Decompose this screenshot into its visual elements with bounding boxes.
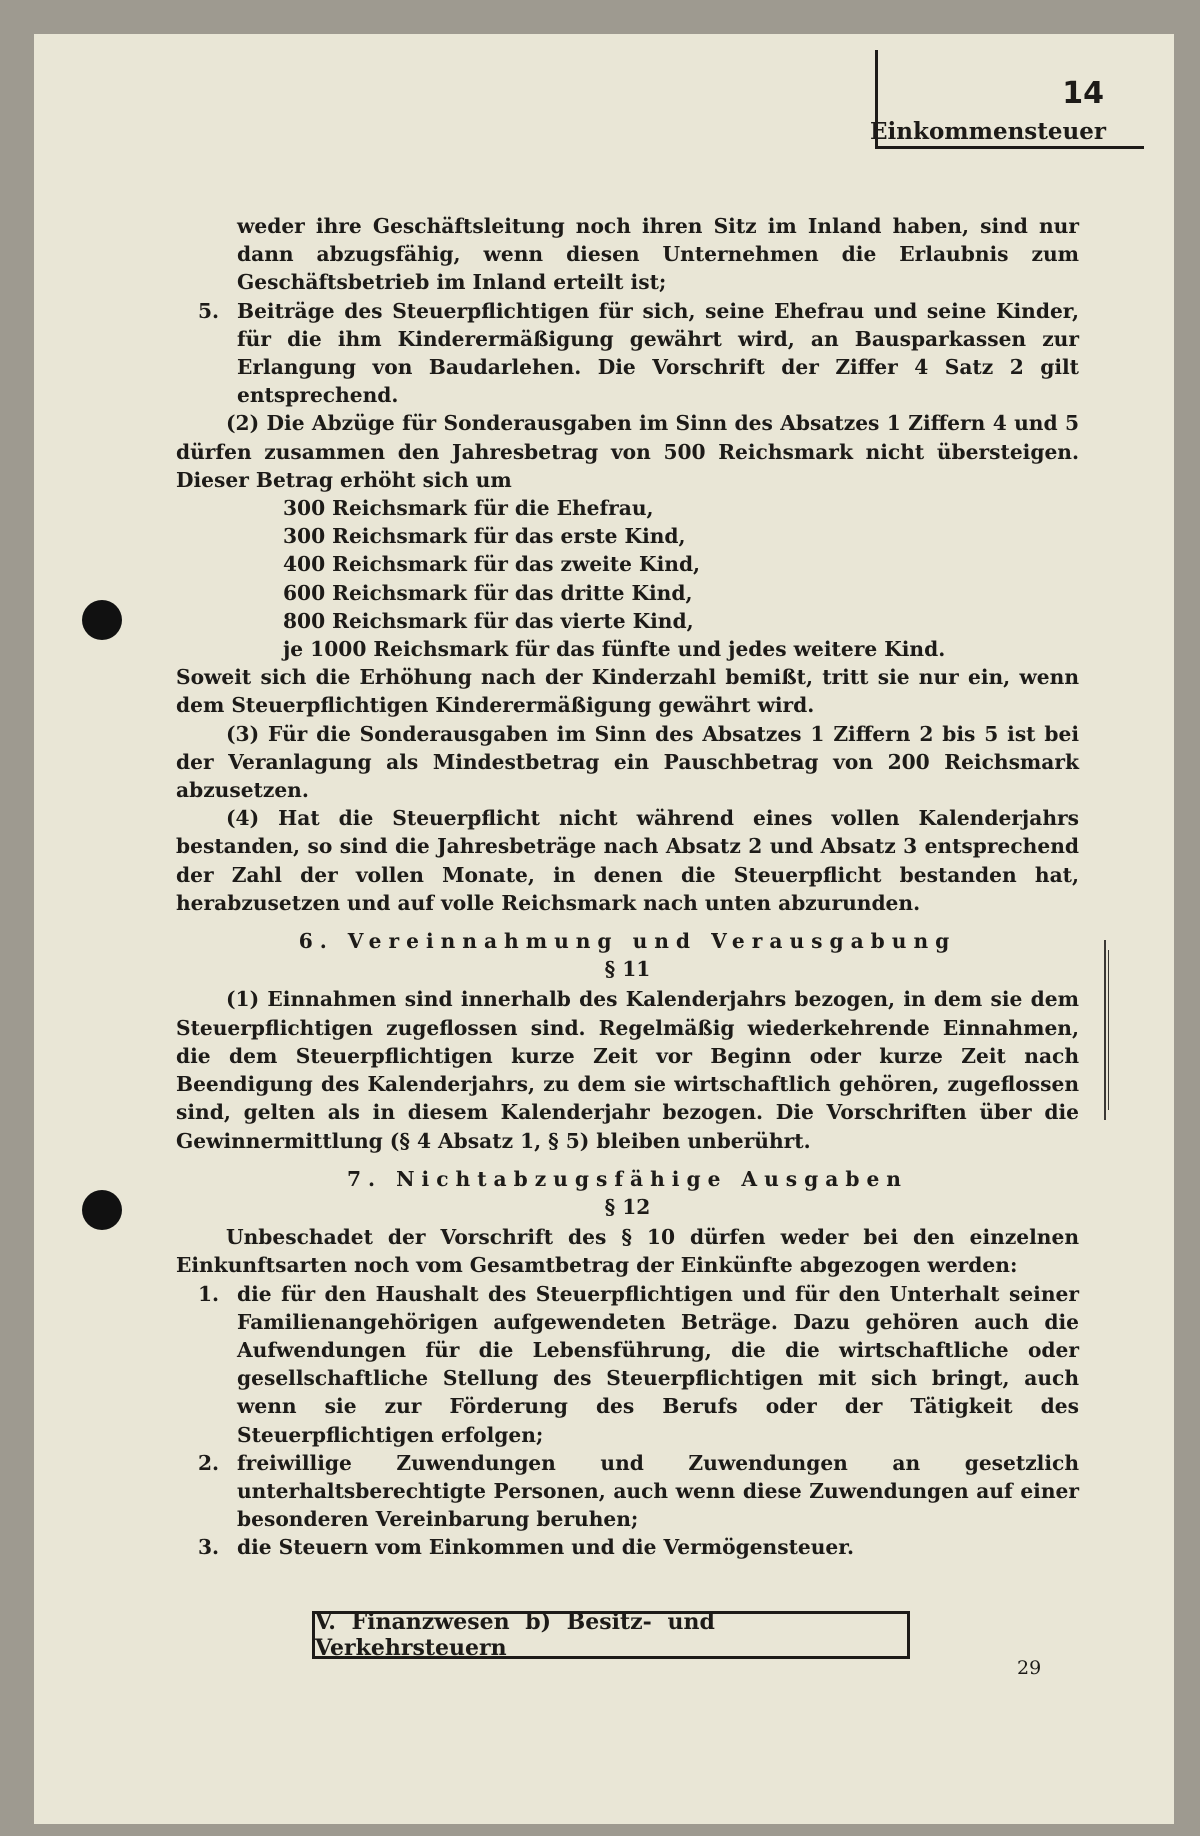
footer-label: V. Finanzwesen b) Besitz- und Verkehrsteuern	[315, 1609, 715, 1661]
paragraph-sign: § 12	[604, 1194, 651, 1219]
item-number: 5.	[198, 298, 220, 323]
item-number: 3.	[198, 1535, 220, 1560]
item-text: Beiträge des Steuerpflichtigen für sich, seine Ehefrau und seine Kinder, für die ihm Kinderermäßigung gewährt wird, an Bausparkassen zur Erlangung von Baudarlehen. Die Vorschrift der Ziffer 4 Satz 2 gilt entsprechend.	[237, 298, 1079, 408]
amount-list	[176, 494, 1079, 663]
footer-label-box	[312, 1611, 910, 1659]
item-text: die Steuern vom Einkommen und die Vermögensteuer.	[237, 1535, 855, 1560]
paragraph: Soweit sich die Erhöhung nach der Kinderzahl bemißt, tritt sie nur ein, wenn dem Steuerpflichtigen Kinderermäßigung gewährt wird.	[176, 665, 1079, 718]
punch-hole	[82, 1190, 122, 1230]
section-number: 14	[1062, 76, 1104, 111]
document-page	[34, 34, 1174, 1824]
item-text: freiwillige Zuwendungen und Zuwendungen an gesetzlich unterhaltsberechtigte Personen, auch wenn diese Zuwendungen auf einer besonderen Vereinbarung beruhen;	[237, 1450, 1079, 1532]
item-text: die für den Haushalt des Steuerpflichtigen und für den Unterhalt seiner Familienangehörigen aufgewendeten Beträge. Dazu gehören auch die Aufwendungen für die Lebensführung, die die wirtschaftliche oder gesellschaftliche Stellung des Steuerpflichtigen mit sich bringt, auch wenn sie zur Förderung des Berufs oder der Tätigkeit des Steuerpflichtigen erfolgen;	[237, 1281, 1079, 1447]
list-item	[176, 1280, 1079, 1449]
paragraph: (1) Einnahmen sind innerhalb des Kalenderjahrs bezogen, in dem sie dem Steuerpflichtigen zugeflossen sind. Regelmäßig wiederkehrende Einnahmen, die dem Steuerpflichtigen kurze Zeit vor Beginn oder kurze Zeit nach Beendigung des Kalenderjahrs, zu dem sie wirtschaftlich gehören, zugeflossen sind, gelten als in diesem Kalenderjahr bezogen. Die Vorschriften über die Gewinnermittlung (§ 4 Absatz 1, § 5) bleiben unberührt.	[176, 987, 1079, 1153]
continuation-text: weder ihre Geschäftsleitung noch ihren Sitz im Inland haben, sind nur dann abzugsfähig, wenn diesen Unternehmen die Erlaubnis zum Geschäftsbetrieb im Inland erteilt ist;	[237, 214, 1079, 295]
body-text	[176, 212, 1079, 1562]
margin-mark	[1108, 950, 1109, 1110]
item-number: 1.	[198, 1281, 220, 1306]
paragraph: Unbeschadet der Vorschrift des § 10 dürfen weder bei den einzelnen Einkunftsarten noch vom Gesamtbetrag der Einkünfte abgezogen werden:	[176, 1225, 1079, 1278]
amount-line: 300 Reichsmark für das erste Kind,	[283, 524, 686, 549]
amount-line: 600 Reichsmark für das dritte Kind,	[283, 580, 693, 605]
paragraph: (2) Die Abzüge für Sonderausgaben im Sinn des Absatzes 1 Ziffern 4 und 5 dürfen zusammen den Jahresbetrag von 500 Reichsmark nicht übersteigen. Dieser Betrag erhöht sich um	[176, 411, 1079, 492]
paragraph: (4) Hat die Steuerpflicht nicht während eines vollen Kalenderjahrs bestanden, so sind die Jahresbeträge nach Absatz 2 und Absatz 3 entsprechend der Zahl der vollen Monate, in denen die Steuerpflicht bestanden hat, herabzusetzen und auf volle Reichsmark nach unten abzurunden.	[176, 806, 1079, 915]
section-heading: 6. Vereinnahmung und Verausgabung	[298, 929, 957, 954]
amount-line: je 1000 Reichsmark für das fünfte und jedes weitere Kind.	[283, 637, 946, 662]
section-heading: 7. Nichtabzugsfähige Ausgaben	[347, 1166, 908, 1191]
list-item	[176, 1533, 1079, 1561]
list-item	[176, 1449, 1079, 1534]
paragraph: (3) Für die Sonderausgaben im Sinn des Absatzes 1 Ziffern 2 bis 5 ist bei der Veranlagung als Mindestbetrag ein Pauschbetrag von 200 Reichsmark abzusetzen.	[176, 721, 1079, 803]
amount-line: 400 Reichsmark für das zweite Kind,	[283, 552, 701, 577]
list-item	[176, 297, 1079, 410]
margin-mark	[1104, 940, 1106, 1120]
punch-hole	[82, 600, 122, 640]
item-number: 2.	[198, 1450, 220, 1475]
section-title: Einkommensteuer	[870, 118, 1106, 145]
amount-line: 800 Reichsmark für das vierte Kind,	[283, 608, 694, 633]
amount-line: 300 Reichsmark für die Ehefrau,	[283, 496, 654, 521]
header-box	[870, 50, 1144, 149]
paragraph-sign: § 11	[604, 957, 651, 982]
page-number: 29	[1017, 1657, 1042, 1679]
